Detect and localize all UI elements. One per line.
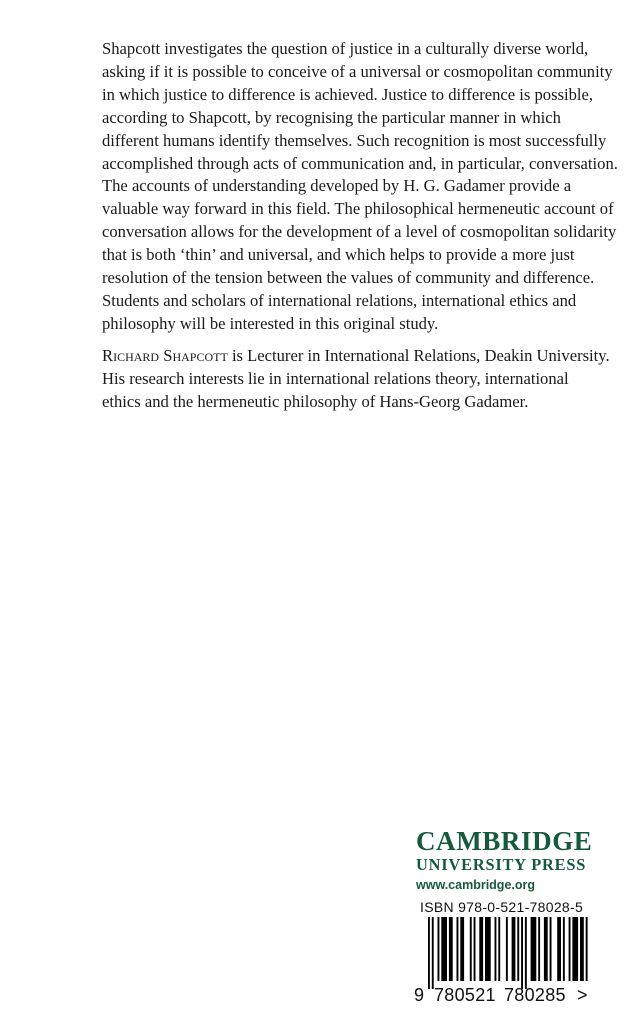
description-line: philosophy will be interested in this original study. xyxy=(102,313,439,333)
barcode-bar xyxy=(470,917,472,981)
bio-line: His research interests lie in international relations theory, international xyxy=(102,368,569,388)
publisher-subtitle: UNIVERSITY PRESS xyxy=(416,855,587,874)
barcode-bar xyxy=(474,917,476,981)
barcode-bar xyxy=(485,917,491,981)
barcode-bar xyxy=(525,917,527,989)
barcode-bar xyxy=(569,917,571,981)
barcode-bar xyxy=(432,917,434,989)
barcode-bar xyxy=(517,917,519,981)
barcode-end-mark: > xyxy=(577,985,588,1005)
barcode-icon xyxy=(414,917,590,989)
barcode-bar xyxy=(495,917,497,981)
barcode-bar xyxy=(538,917,540,981)
barcode-bar xyxy=(441,917,447,981)
barcode-bar xyxy=(580,917,584,981)
description-line: Students and scholars of international relations, international ethics and xyxy=(102,290,577,310)
publisher-logo xyxy=(416,826,596,893)
barcode-bar xyxy=(438,917,440,981)
barcode-bar xyxy=(531,917,537,981)
barcode-bar xyxy=(460,917,464,981)
barcode-bar xyxy=(521,917,523,989)
barcode-bar xyxy=(563,917,565,981)
bio-line-rest: is Lecturer in International Relations, Deakin University. xyxy=(227,346,610,365)
isbn-label: ISBN 978-0-521-78028-5 xyxy=(420,899,584,915)
barcode-first-digit: 9 xyxy=(414,985,425,1005)
description-line: different humans identify themselves. Such recognition is most successfully xyxy=(102,130,607,150)
barcode-bar xyxy=(512,917,516,981)
barcode-bar xyxy=(428,917,430,989)
publisher-website: www.cambridge.org xyxy=(416,878,536,892)
barcode-bar xyxy=(572,917,578,981)
description-line: valuable way forward in this field. The philosophical hermeneutic account of xyxy=(102,199,614,219)
author-bio xyxy=(102,345,610,414)
author-name: Richard Shapcott xyxy=(102,346,228,365)
publisher-name: CAMBRIDGE xyxy=(416,826,593,856)
bio-line xyxy=(102,345,610,368)
description-line: The accounts of understanding developed by H. G. Gadamer provide a xyxy=(102,176,572,196)
barcode-bar xyxy=(479,917,483,981)
description-paragraph xyxy=(102,38,618,336)
description-line: in which justice to difference is achieved. Justice to difference is possible, xyxy=(102,84,594,104)
description-line: that is both ‘thin’ and universal, and which helps to provide a more just xyxy=(102,245,575,265)
description-line: conversation allows for the development of a level of cosmopolitan solidarity xyxy=(102,222,617,242)
barcode-bar xyxy=(544,917,548,981)
barcode-bar xyxy=(550,917,552,981)
description-line: resolution of the tension between the values of community and difference. xyxy=(102,268,595,288)
description-line: accomplished through acts of communication and, in particular, conversation. xyxy=(102,153,618,173)
barcode-bar xyxy=(498,917,500,981)
barcode-right-group: 780285 xyxy=(504,985,566,1005)
description-line: according to Shapcott, by recognising the particular manner in which xyxy=(102,107,561,127)
barcode-bar xyxy=(449,917,453,981)
description-line: asking if it is possible to conceive of a universal or cosmopolitan community xyxy=(102,61,613,81)
barcode-left-group: 780521 xyxy=(434,985,496,1005)
description-line: Shapcott investigates the question of justice in a culturally diverse world, xyxy=(102,39,589,58)
barcode-bar xyxy=(557,917,561,981)
barcode-bar xyxy=(586,917,588,981)
barcode-block xyxy=(414,897,590,1008)
barcode-bar xyxy=(457,917,459,981)
bio-line: ethics and the hermeneutic philosophy of Hans-Georg Gadamer. xyxy=(102,391,529,411)
barcode-bar xyxy=(506,917,508,981)
